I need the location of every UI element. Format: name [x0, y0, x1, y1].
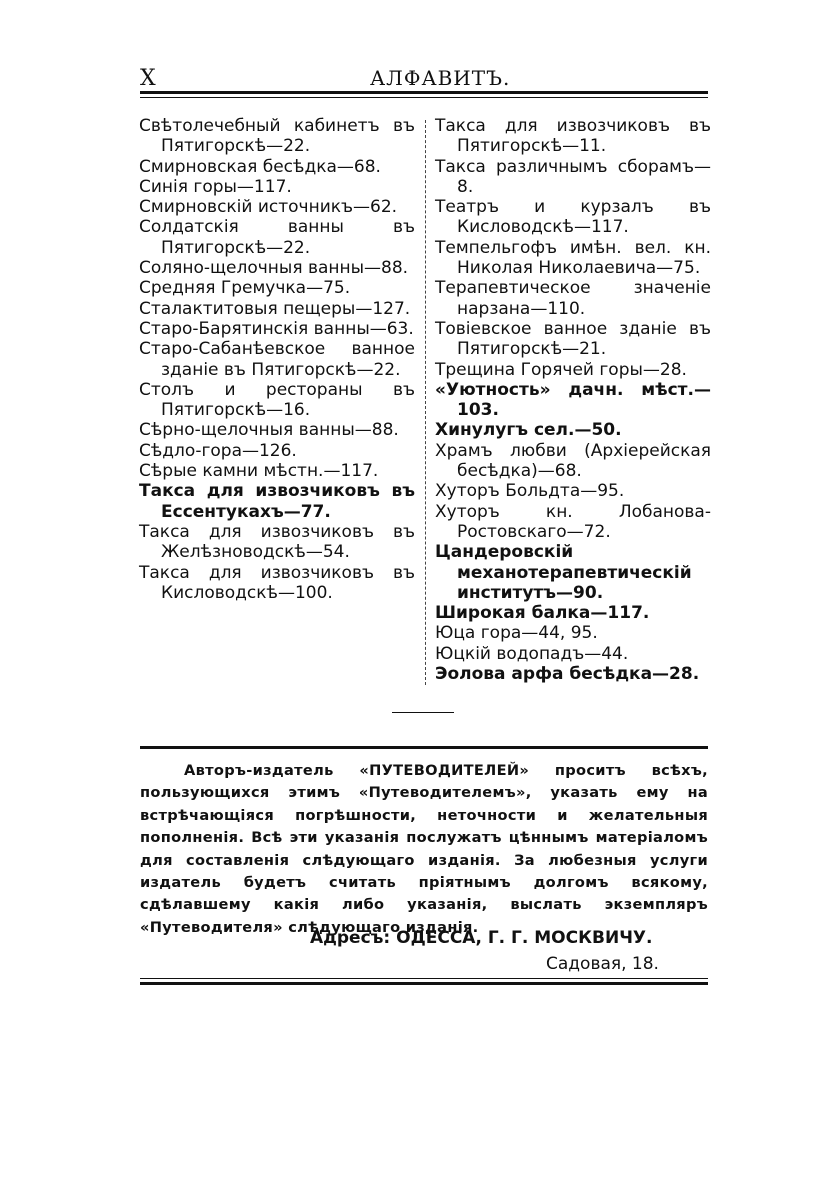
publisher-street: Садовая, 18.	[546, 954, 659, 974]
header-rule-thick	[140, 91, 708, 94]
index-entry: Средняя Гремучка—75.	[139, 278, 351, 299]
index-entry: Старо-Сабанѣевское ванное зданіе въ Пятигорскѣ—22.	[139, 339, 415, 380]
index-entry: Смирновскій источникъ—62.	[139, 197, 398, 218]
notice-rule-top	[140, 746, 708, 749]
index-entry: Такса для извозчиковъ въ Ессентукахъ—77.	[139, 481, 415, 522]
index-entry: Такса различнымъ сборамъ—8.	[435, 156, 711, 197]
publisher-notice	[140, 760, 708, 939]
index-entry: Хуторъ Больдта—95.	[435, 481, 625, 502]
section-divider	[392, 712, 454, 713]
page-title: АЛФАВИТЪ.	[370, 66, 511, 90]
index-entry: Хуторъ кн. Лобанова-Ростовскаго—72.	[435, 501, 711, 542]
index-entry: Хинулугъ сел.—50.	[435, 420, 622, 441]
page-number: X	[140, 66, 156, 91]
index-entry: Такса для извозчиковъ въ Желѣзноводскѣ—54.	[139, 521, 415, 563]
column-divider	[425, 120, 426, 685]
index-entry: Сѣдло-гора—126.	[139, 440, 297, 461]
index-entry: Соляно-щелочныя ванны—88.	[139, 258, 409, 279]
index-entry: Сѣрые камни мѣстн.—117.	[139, 461, 379, 482]
index-entry: Товіевское ванное зданіе въ Пятигорскѣ—21.	[435, 318, 711, 360]
index-entry: Столъ и рестораны въ Пятигорскѣ—16.	[139, 379, 415, 421]
notice-text: Авторъ-издатель «ПУТЕВОДИТЕЛЕЙ» проситъ всѣхъ, пользующихся этимъ «Путеводителемъ», указать ему на встрѣчающіяся погрѣшности, неточности и желательныя пополненія. Всѣ эти указанія послужатъ цѣннымъ матеріаломъ для составленія слѣдующаго изданія. За любезныя услуги издатель будетъ считать пріятнымъ долгомъ всякому, сдѣлавшему какія либо указанія, выслать экземпляръ «Путеводителя» слѣдующаго изданія.	[140, 762, 708, 936]
index-entry: Цандеровскій механотерапевтическій институтъ—90.	[435, 542, 692, 603]
index-column-left	[139, 116, 415, 603]
index-entry: Юцкій водопадъ—44.	[435, 643, 629, 664]
index-entry: Сталактитовыя пещеры—127.	[139, 298, 411, 319]
notice-rule-bottom	[140, 982, 708, 985]
index-entry: Старо-Барятинскія ванны—63.	[139, 318, 414, 339]
index-entry: Храмъ любви (Архіерейская бесѣдка)—68.	[435, 440, 711, 482]
publisher-address: Адресъ: ОДЕССА, Г. Г. МОСКВИЧУ.	[310, 928, 653, 948]
index-entry: Смирновская бесѣдка—68.	[139, 156, 381, 177]
header-rule-thin	[140, 97, 708, 98]
index-entry: Свѣтолечебный кабинетъ въ Пятигорскѣ—22.	[139, 116, 415, 157]
index-entry: Театръ и курзалъ въ Кисловодскѣ—117.	[435, 197, 711, 238]
index-entry: Эолова арфа бесѣдка—28.	[435, 664, 700, 685]
index-entry: Синія горы—117.	[139, 176, 292, 197]
index-column-right	[435, 116, 711, 684]
index-entry: «Уютность» дачн. мѣст.—103.	[435, 379, 711, 421]
index-entry: Юца гора—44, 95.	[435, 623, 598, 644]
index-entry: Сѣрно-щелочныя ванны—88.	[139, 420, 399, 441]
index-entry: Такса для извозчиковъ въ Кисловодскѣ—100.	[139, 562, 415, 603]
index-entry: Широкая балка—117.	[435, 603, 650, 624]
index-entry: Темпельгофъ имѣн. вел. кн. Николая Николаевича—75.	[435, 237, 711, 279]
index-entry: Трещина Горячей горы—28.	[435, 359, 687, 380]
index-entry: Солдатскія ванны въ Пятигорскѣ—22.	[139, 217, 415, 258]
notice-rule-bottom-thin	[140, 978, 708, 979]
index-entry: Терапевтическое значеніе нарзана—110.	[435, 278, 711, 319]
index-entry: Такса для извозчиковъ въ Пятигорскѣ—11.	[435, 116, 711, 157]
